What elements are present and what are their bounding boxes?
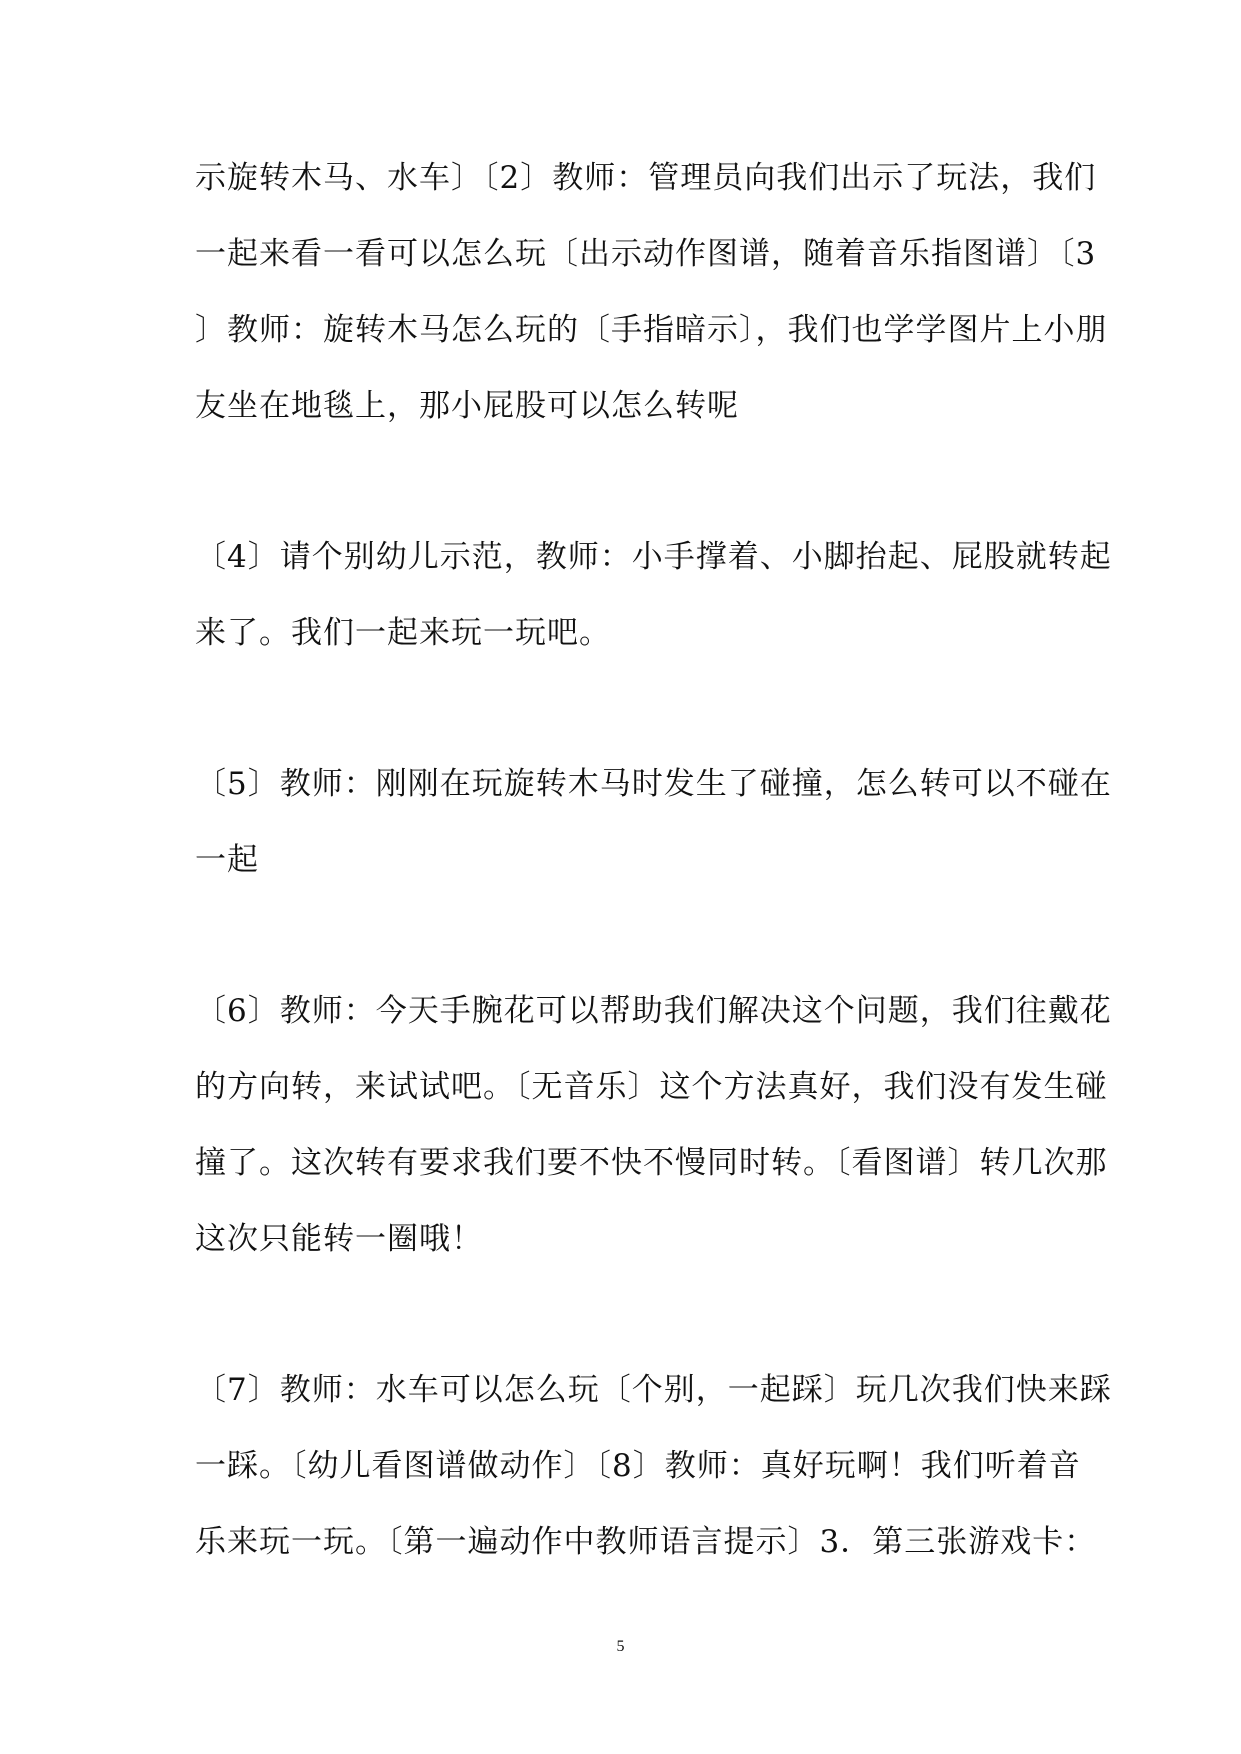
text-line: 来了。我们一起来玩一玩吧。 (195, 615, 611, 651)
text-line: 〕教师：旋转木马怎么玩的〔手指暗示〕，我们也学学图片上小朋 (195, 312, 1108, 348)
page-number: 5 (616, 1638, 625, 1655)
text-line: 一踩。〔幼儿看图谱做动作〕〔8〕教师：真好玩啊！我们听着音 (195, 1448, 1081, 1484)
text-line: 〔4〕请个别幼儿示范，教师：小手撑着、小脚抬起、屁股就转起 (195, 539, 1112, 575)
text-line: 的方向转，来试试吧。〔无音乐〕这个方法真好，我们没有发生碰 (195, 1069, 1108, 1105)
text-line: 〔6〕教师：今天手腕花可以帮助我们解决这个问题，我们往戴花 (195, 993, 1112, 1029)
text-line: 乐来玩一玩。〔第一遍动作中教师语言提示〕3．第三张游戏卡： (195, 1524, 1097, 1560)
text-line: 〔7〕教师：水车可以怎么玩〔个别，一起踩〕玩几次我们快来踩 (195, 1372, 1112, 1408)
text-line: 一起来看一看可以怎么玩〔出示动作图谱，随着音乐指图谱〕〔3 (195, 236, 1097, 272)
text-line: 撞了。这次转有要求我们要不快不慢同时转。〔看图谱〕转几次那 (195, 1145, 1108, 1181)
text-line: 一起 (195, 842, 259, 878)
text-line: 〔5〕教师：刚刚在玩旋转木马时发生了碰撞，怎么转可以不碰在 (195, 766, 1112, 802)
text-line: 示旋转木马、水车〕〔2〕教师：管理员向我们出示了玩法，我们 (195, 160, 1097, 196)
text-line: 这次只能转一圈哦！ (195, 1221, 483, 1257)
text-line: 友坐在地毯上，那小屁股可以怎么转呢 (195, 388, 739, 424)
